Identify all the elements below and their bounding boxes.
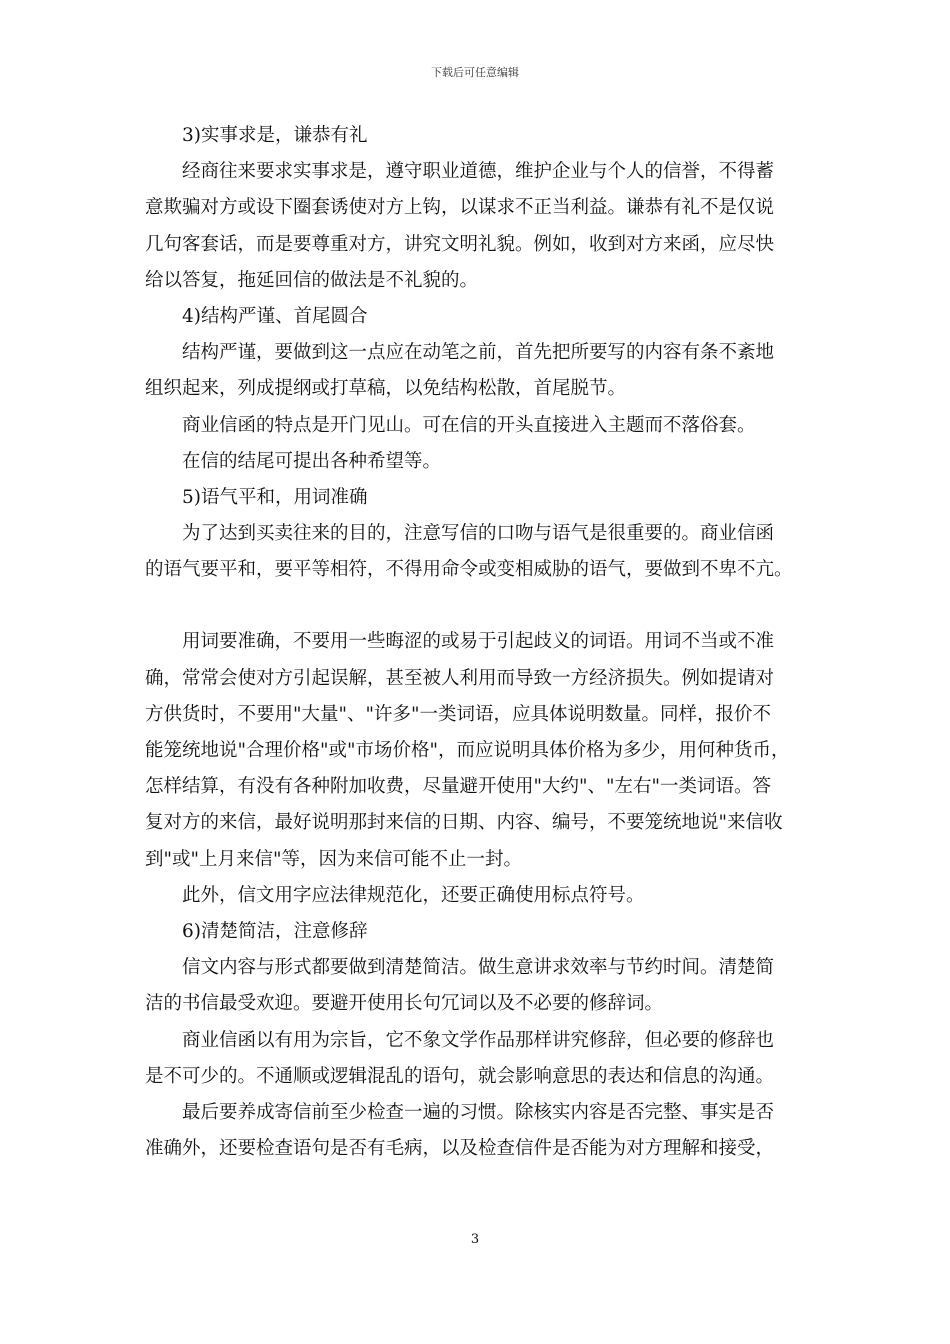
text-line: 4)结构严谨、首尾圆合	[182, 305, 368, 327]
text-line: 给以答复，拖延回信的做法是不礼貌的。	[145, 269, 479, 291]
text-line: 结构严谨，要做到这一点应在动笔之前，首先把所要写的内容有条不紊地	[182, 342, 775, 364]
text-line: 意欺骗对方或设下圈套诱使对方上钩，以谋求不正当利益。谦恭有礼不是仅说	[145, 197, 775, 219]
text-line: 6)清楚简洁，注意修辞	[182, 920, 368, 942]
text-line: 复对方的来信，最好说明那封来信的日期、内容、编号，不要笼统地说"来信收	[145, 812, 783, 834]
text-line: 在信的结尾可提出各种希望等。	[182, 450, 442, 472]
page-header: 下载后可任意编辑	[431, 66, 519, 79]
text-line: 能笼统地说"合理价格"或"市场价格"，而应说明具体价格为多少，用何种货币，	[145, 740, 790, 761]
text-line: 准确外，还要检查语句是否有毛病，以及检查信件是否能为对方理解和接受，	[145, 1138, 775, 1160]
text-line: 确，常常会使对方引起误解，甚至被人利用而导致一方经济损失。例如提请对	[145, 667, 775, 689]
text-line: 是不可少的。不通顺或逻辑混乱的语句，就会影响意思的表达和信息的沟通。	[145, 1065, 775, 1087]
page-number: 3	[470, 1232, 480, 1247]
document-body	[145, 118, 810, 1167]
text-line: 的语气要平和，要平等相符，不得用命令或变相威胁的语气，要做到不卑不亢。	[145, 559, 793, 581]
text-line: 经商往来要求实事求是，遵守职业道德，维护企业与个人的信誉，不得蓄	[182, 161, 775, 183]
text-line: 3)实事求是，谦恭有礼	[182, 125, 368, 146]
text-line: 洁的书信最受欢迎。要避开使用长句冗词以及不必要的修辞词。	[145, 993, 664, 1015]
text-line: 5)语气平和，用词准确	[182, 486, 368, 508]
text-line: 到"或"上月来信"等，因为来信可能不止一封。	[145, 848, 523, 870]
paragraph-spacer	[145, 588, 810, 624]
text-line: 商业信函以有用为宗旨，它不象文学作品那样讲究修辞，但必要的修辞也	[182, 1029, 775, 1051]
text-line: 方供货时，不要用"大量"、"许多"一类词语，应具体说明数量。同样，报价不	[145, 703, 772, 725]
text-line: 为了达到买卖往来的目的，注意写信的口吻与语气是很重要的。商业信函	[182, 523, 775, 545]
text-line: 几句客套话，而是要尊重对方，讲究文明礼貌。例如，收到对方来函，应尽快	[145, 233, 775, 255]
text-line: 组织起来，列成提纲或打草稿，以免结构松散，首尾脱节。	[145, 378, 627, 400]
text-line: 此外，信文用字应法律规范化，还要正确使用标点符号。	[182, 884, 645, 906]
text-line: 用词要准确，不要用一些晦涩的或易于引起歧义的词语。用词不当或不准	[182, 631, 775, 653]
text-line: 最后要养成寄信前至少检查一遍的习惯。除核实内容是否完整、事实是否	[182, 1101, 775, 1123]
text-line: 怎样结算，有没有各种附加收费，尽量避开使用"大约"、"左右"一类词语。答	[145, 776, 772, 798]
text-line: 信文内容与形式都要做到清楚简洁。做生意讲求效率与节约时间。清楚简	[182, 957, 775, 979]
text-line: 商业信函的特点是开门见山。可在信的开头直接进入主题而不落俗套。	[182, 414, 756, 436]
